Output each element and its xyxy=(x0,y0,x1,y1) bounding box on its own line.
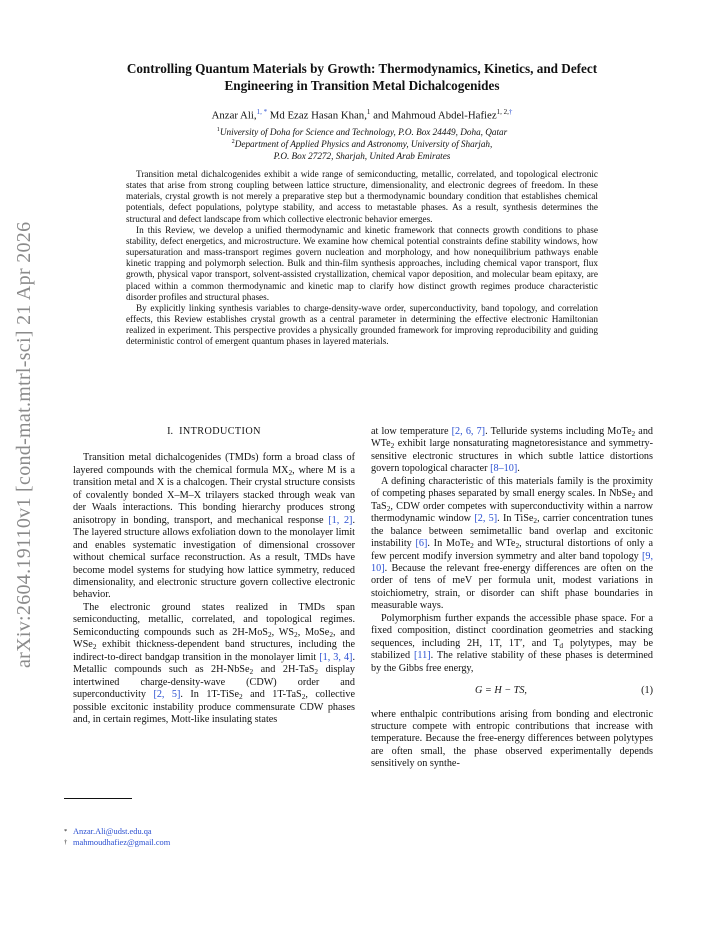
abstract xyxy=(126,170,598,349)
paper-title xyxy=(60,61,664,94)
body-paragraph: where enthalpic contributions arising from bonding and electronic structure compete with entropic contributions that increase with temperature. Because the free-energy differences between polytypes are often small, the phase observed experimentally depends sensitively on synthe- xyxy=(371,708,653,770)
footnote-2 xyxy=(64,837,344,848)
equation-gibbs-free-energy xyxy=(371,685,653,697)
section-name: INTRODUCTION xyxy=(179,426,261,437)
citation-link[interactable]: [2, 5] xyxy=(474,513,498,525)
section-heading xyxy=(73,426,355,438)
body-paragraph: The electronic ground states realized in TMDs span semiconducting, metallic, correlated, and topological regimes. Semiconducting compounds such as 2H-MoS$_2$, $WS_2$, MoSe$_2$, and WSe$_2$ exhibit thickness-dependent band structures, including the indirect-to-direct bandgap transition in the monolayer limit [1, 3, 4]. Metallic compounds such as 2H-NbSe$_2$ and 2H-TaS$_2$ display intertwined charge-density-wave (CDW) order and superconductivity [2, 5]. In 1T-TiSe$_2$ and 1T-TaS$_2$, collective possible excitonic instability produce commensurate CDW phases and, in certain regimes, Mott-like insulating states xyxy=(73,601,355,725)
author-2: Md Ezaz Hasan Khan, xyxy=(269,109,367,122)
body-column-right xyxy=(371,426,653,771)
author-3-email-mark[interactable]: † xyxy=(508,108,513,116)
citation-link[interactable]: [8–10] xyxy=(490,463,518,475)
affiliation-1-text: University of Doha for Science and Technology, P.O. Box 24449, Doha, Qatar xyxy=(219,127,508,138)
body-column-left xyxy=(73,426,355,726)
equation-text: G = H − TS, xyxy=(475,685,527,697)
abstract-paragraph-2: In this Review, we develop a unified thermodynamic and kinetic framework that connects growth conditions to phase stability, defect energetics, and microstructure. We examine how chemical potential constraints define stability windows, how supersaturation and mass-transport regimes govern nucleation and morphology, and how nonequilibrium pathways enable kinetic trapping and polymorph selection. Bulk and thin-film synthesis approaches, including chemical vapor transport, flux growth, physical vapor transport, solvent-assisted crystallization, chemical vapor deposition, and molecular beam epitaxy, are placed within a common thermodynamic and kinetic map to clarify how distinct growth regimes produce characteristic disorder profiles and structural phases. xyxy=(126,225,598,303)
paper-title-line-1: Controlling Quantum Materials by Growth: Thermodynamics, Kinetics, and Defect xyxy=(126,61,598,76)
footnote-1 xyxy=(64,826,344,837)
body-paragraph: A defining characteristic of this materials family is the proximity of competing phases separated by small energy scales. In NbSe$_2$ and TaS$_2$, CDW order competes with superconductivity within a narrow thermodynamic window [2, 5]. In TiSe$_2$, carrier concentration tunes the balance between semimetallic band overlap and excitonic instability [6]. In MoTe$_2$ and WTe$_2$, structural distortions of only a few percent modify inversion symmetry and alter band topology [9, 10]. Because the relevant free-energy differences are often on the order of tens of meV per formula unit, modest variations in stoichiometry, strain, or disorder can shift phase boundaries in measurable ways. xyxy=(371,475,654,612)
author-3: Mahmoud Abdel-Hafiez xyxy=(391,109,497,122)
footnotes xyxy=(64,826,344,848)
citation-link[interactable]: [6] xyxy=(415,538,428,550)
citation-link[interactable]: [2, 5] xyxy=(153,689,181,701)
paper-title-line-2: Engineering in Transition Metal Dichalcogenides xyxy=(224,77,500,93)
footnote-1-mark: * xyxy=(64,828,68,835)
footnote-2-email-link[interactable]: mahmoudhafiez@gmail.com xyxy=(73,838,171,847)
section-number: I. xyxy=(167,426,174,437)
arxiv-identifier-text: arXiv:2604.19110v1 [cond-mat.mtrl-sci] 21 Apr 2026 xyxy=(13,221,35,668)
affiliation-2-text-line-2: P.O. Box 27272, Sharjah, United Arab Emirates xyxy=(273,150,451,161)
affiliation-1-mark: 1 xyxy=(216,126,220,133)
author-2-affiliation-mark: 1 xyxy=(366,108,371,116)
body-paragraph: at low temperature [2, 6, 7]. Telluride systems including MoTe$_2$ and WTe$_2$ exhibit large nonsaturating magnetoresistance and symmetry-sensitive electronic structures in which subtle lattice distortions govern topological character [8–10]. xyxy=(371,426,654,475)
author-list xyxy=(60,106,664,123)
citation-link[interactable]: [2, 6, 7] xyxy=(451,426,486,437)
affiliation-2-text-line-1: Department of Applied Physics and Astronomy, University of Sharjah, xyxy=(234,139,493,150)
author-1: Anzar Ali, xyxy=(211,109,257,122)
abstract-paragraph-3: By explicitly linking synthesis variables to charge-density-wave order, superconductivity, band topology, and correlation effects, this Review establishes crystal growth as a central parameter in determining the effective electronic Hamiltonian realized in experiment. This perspective provides a physically grounded framework for improving reproducibility and guiding deterministic control of emergent quantum phases in layered materials. xyxy=(126,303,598,348)
equation-number: (1) xyxy=(641,685,653,697)
affiliation-2-mark: 2 xyxy=(231,138,235,145)
author-conjunction: and xyxy=(373,109,389,122)
citation-link[interactable]: [11] xyxy=(414,650,431,662)
author-3-affiliation-mark: 1, 2, xyxy=(496,108,509,116)
citation-link[interactable]: [9, 10] xyxy=(371,550,653,574)
footnote-2-mark: † xyxy=(64,839,68,846)
body-paragraph: Transition metal dichalcogenides (TMDs) form a broad class of layered compounds with the chemical formula $MX_2$, where M is a transition metal and X is a chalcogen. Their crystal structure consists of covalently bonded X–M–X trilayers stacked through weak van der Waals interactions. This bonding hierarchy produces strong anisotropy in bonding, transport, and mechanical response [1, 2]. The layered structure allows exfoliation down to the monolayer limit and enables systematic investigation of dimensional crossover without chemical surface reconstruction. As a result, TMDs have become model systems for studying how lattice symmetry, reduced dimensionality, and electronic structure govern collective electronic behavior. xyxy=(73,452,355,601)
citation-link[interactable]: [1, 3, 4] xyxy=(319,651,353,663)
affiliation-2 xyxy=(60,136,664,163)
citation-link[interactable]: [1, 2] xyxy=(328,514,353,526)
abstract-paragraph-1: Transition metal dichalcogenides exhibit a wide range of semiconducting, metallic, correlated, and topological electronic states that arise from strong coupling between lattice structure, dimensionality, and electronic degrees of freedom. In these materials, crystal growth is not merely a preparative step but a thermodynamic boundary condition that establishes chemical potentials, defect populations, polytype stability, and access to metastable phases. As a result, synthesis determines the structural and defect landscape from which collective electronic behavior emerges. xyxy=(126,170,598,225)
author-1-affiliation-mark[interactable]: 1, * xyxy=(256,108,268,116)
footnote-1-email-link[interactable]: Anzar.Ali@udst.edu.qa xyxy=(73,827,152,836)
body-paragraph: Polymorphism further expands the accessible phase space. For a fixed composition, distinct coordination geometries and stacking sequences, including 2H, 1T, 1T′, and $T_d$ polytypes, may be stabilized [11]. The relative stability of these phases is determined by the Gibbs free energy, xyxy=(371,612,653,674)
footnote-divider xyxy=(64,798,132,799)
